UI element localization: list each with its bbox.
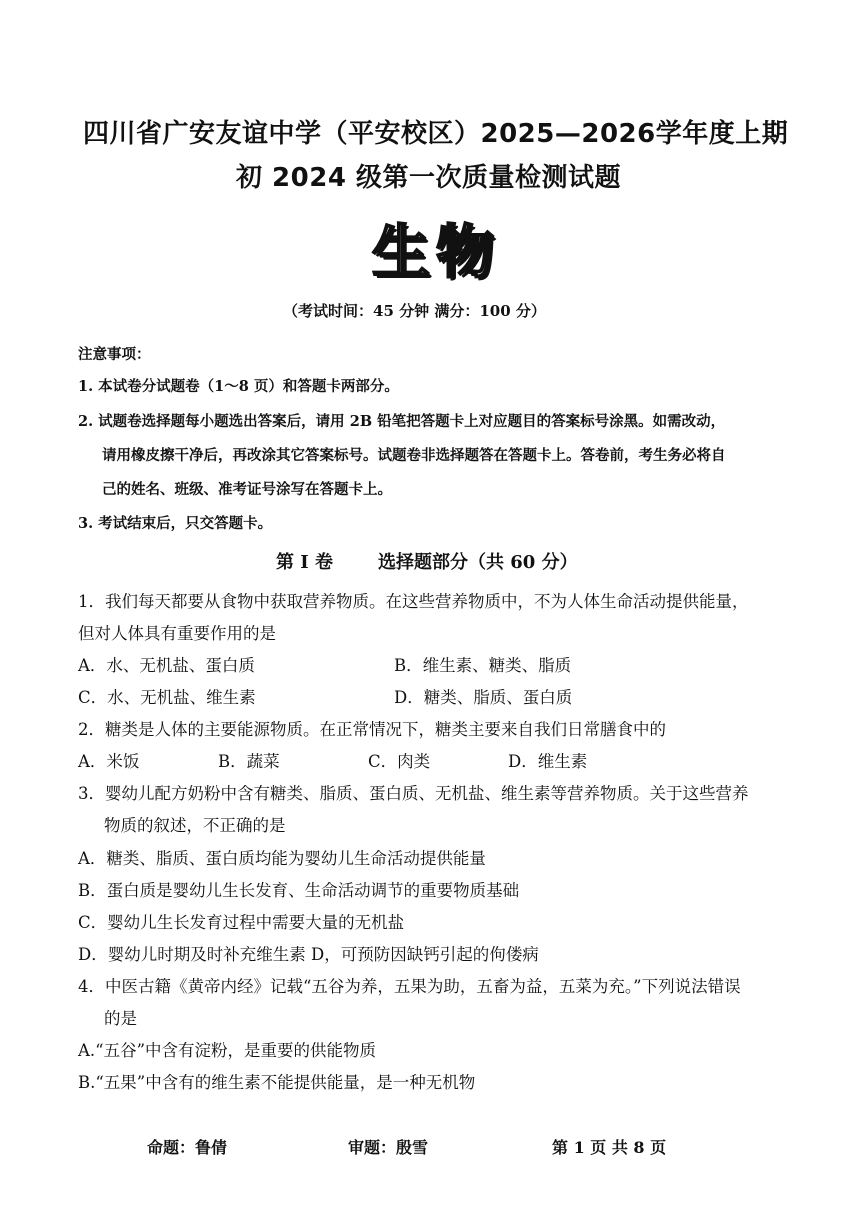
exam-info: （考试时间：45 分钟 满分：100 分） [283,302,546,320]
question-1-option-c: C．水、无机盐、维生素 [78,688,256,707]
question-4-option-a: A.“五谷”中含有淀粉，是重要的供能物质 [78,1041,377,1060]
question-1-stem: 1．我们每天都要从食物中获取营养物质。在这些营养物质中，不为人体生命活动提供能量， [78,592,749,611]
question-2-option-d: D．维生素 [508,752,588,771]
question-4-option-b: B.“五果”中含有的维生素不能提供能量，是一种无机物 [78,1073,476,1092]
question-1-option-d: D．糖类、脂质、蛋白质 [394,688,573,707]
section-title: 第 I 卷 [276,552,333,573]
question-3-option-c: C．婴幼儿生长发育过程中需要大量的无机盐 [78,913,405,932]
footer-reviewer: 审题：殷雪 [348,1138,429,1157]
question-1-stem: 但对人体具有重要作用的是 [78,624,276,643]
notice-item: 请用橡皮擦干净后，再改涂其它答案标号。试题卷非选择题答在答题卡上。答卷前，考生务必将自 [102,447,726,464]
notice-item: 2. 试题卷选择题每小题选出答案后，请用 2B 铅笔把答题卡上对应题目的答案标号涂黑。如需改动， [78,413,726,430]
question-2-option-c: C．肉类 [368,752,431,771]
subject-title: 生物 [372,218,501,286]
question-4-stem: 4．中医古籍《黄帝内经》记载“五谷为养，五果为助，五畜为益，五菜为充。”下列说法错误 [78,977,741,996]
question-2-option-b: B．蔬菜 [218,752,280,771]
notice-item: 3. 考试结束后，只交答题卡。 [78,515,273,532]
footer-author: 命题：鲁倩 [147,1138,228,1157]
section-subtitle: 选择题部分（共 60 分） [378,552,578,573]
question-3-stem: 3．婴幼儿配方奶粉中含有糖类、脂质、蛋白质、无机盐、维生素等营养物质。关于这些营养 [78,784,749,803]
exam-title-line1: 四川省广安友谊中学（平安校区）2025—2026学年度上期 [83,119,789,149]
question-2-stem: 2．糖类是人体的主要能源物质。在正常情况下，糖类主要来自我们日常膳食中的 [78,720,666,739]
question-1-option-b: B．维生素、糖类、脂质 [394,656,572,675]
footer-page-number: 第 1 页 共 8 页 [552,1138,667,1157]
question-3-option-a: A．糖类、脂质、蛋白质均能为婴幼儿生命活动提供能量 [78,849,486,868]
question-3-option-d: D．婴幼儿时期及时补充维生素 D，可预防因缺钙引起的佝偻病 [78,945,539,964]
question-4-stem: 的是 [104,1009,137,1028]
question-1-option-a: A．水、无机盐、蛋白质 [78,656,255,675]
exam-title-line2: 初 2024 级第一次质量检测试题 [236,163,621,193]
question-3-stem: 物质的叙述，不正确的是 [104,816,286,835]
question-3-option-b: B．蛋白质是婴幼儿生长发育、生命活动调节的重要物质基础 [78,881,520,900]
notice-item: 己的姓名、班级、准考证号涂写在答题卡上。 [102,481,392,498]
notice-heading: 注意事项： [78,346,151,363]
question-2-option-a: A．米饭 [78,752,140,771]
notice-item: 1. 本试卷分试题卷（1～8 页）和答题卡两部分。 [78,378,399,395]
